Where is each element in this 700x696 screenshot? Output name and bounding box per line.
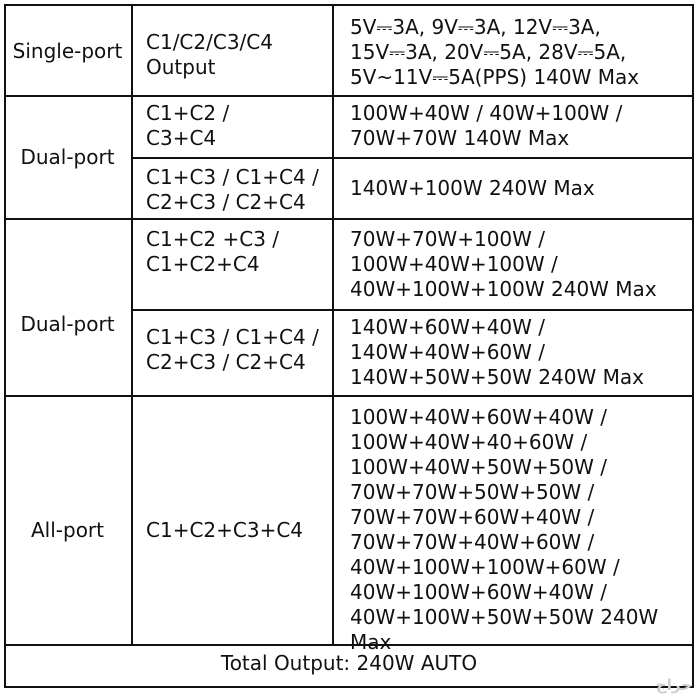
mode-label: Dual-port: [20, 312, 115, 336]
port-combination: C1+C2 / C3+C4: [146, 101, 230, 150]
row-divider: [4, 395, 694, 397]
port-combination: C1+C3 / C1+C4 / C2+C3 / C2+C4: [146, 165, 319, 214]
output-spec: 100W+40W+60W+40W / 100W+40W+40+60W / 100W+40W+50W+50W / 70W+70W+50W+50W / 70W+70W+60W+40W / 70W+70W+40W+60W / 40W+100W+100W+60W / 40W+100W+60W+40W / 40W+100W+50W+50W 240W Max: [350, 405, 659, 654]
watermark: حراج: [655, 676, 692, 694]
row-divider: [131, 309, 694, 311]
mode-label: Dual-port: [20, 145, 115, 169]
row-divider: [4, 218, 694, 220]
total-output: Total Output: 240W AUTO: [220, 651, 478, 675]
output-spec: 140W+100W 240W Max: [350, 176, 595, 200]
row-divider: [4, 95, 694, 97]
output-spec: 70W+70W+100W / 100W+40W+100W / 40W+100W+100W 240W Max: [350, 227, 657, 301]
output-spec: 5V⎓3A, 9V⎓3A, 12V⎓3A, 15V⎓3A, 20V⎓5A, 28V⎓5A, 5V~11V⎓5A(PPS) 140W Max: [350, 15, 640, 89]
mode-label: All-port: [30, 518, 104, 542]
port-combination: C1/C2/C3/C4 Output: [146, 30, 273, 79]
row-divider: [131, 157, 694, 159]
output-spec: 100W+40W / 40W+100W / 70W+70W 140W Max: [350, 101, 623, 150]
port-combination: C1+C2+C3+C4: [146, 518, 304, 542]
output-spec: 140W+60W+40W / 140W+40W+60W / 140W+50W+50W 240W Max: [350, 315, 644, 389]
port-combination: C1+C2 +C3 / C1+C2+C4: [146, 227, 280, 276]
column-divider-2: [332, 4, 334, 646]
column-divider-1: [131, 4, 133, 646]
mode-label: Single-port: [12, 39, 123, 63]
port-combination: C1+C3 / C1+C4 / C2+C3 / C2+C4: [146, 325, 319, 374]
